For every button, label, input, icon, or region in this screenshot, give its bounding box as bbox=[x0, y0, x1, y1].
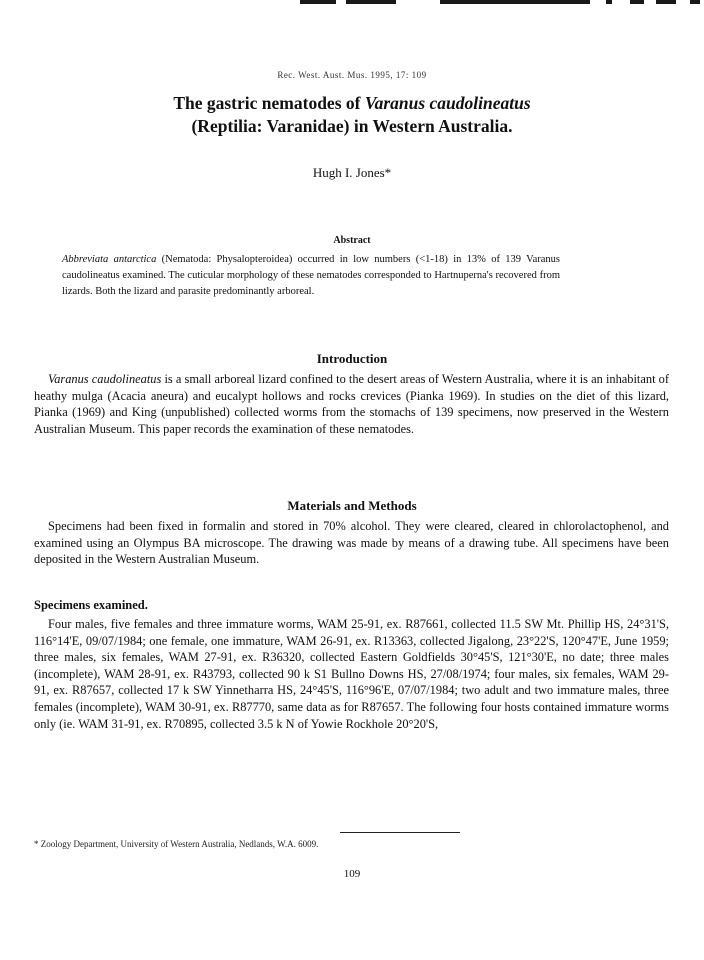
footnote: * Zoology Department, University of Western Australia, Nedlands, W.A. 6009. bbox=[34, 839, 319, 849]
introduction-species: Varanus caudolineatus bbox=[48, 372, 162, 386]
title-prefix: The gastric nematodes of bbox=[173, 93, 365, 113]
abstract-heading: Abstract bbox=[333, 235, 371, 246]
running-head: Rec. West. Aust. Mus. 1995, 17: 109 bbox=[277, 70, 427, 80]
footnote-divider bbox=[340, 832, 460, 833]
author-line: Hugh I. Jones* bbox=[312, 165, 392, 180]
abstract-text: (Nematoda: Physalopteroidea) occurred in low numbers (<1-18) in 13% of 139 Varanus caudolineatus examined. The cuticular morphology of these nematodes corresponded to Hartnuperna's recovered from lizards. Both the lizard and parasite predominantly arboreal. bbox=[62, 254, 560, 297]
title-line-2: (Reptilia: Varanidae) in Western Australia. bbox=[191, 116, 513, 136]
introduction-heading: Introduction bbox=[316, 351, 388, 366]
abstract-species: Abbreviata antarctica bbox=[62, 254, 157, 265]
introduction-text: is a small arboreal lizard confined to the desert areas of Western Australia, where it is an inhabitant of heathy mulga (Acacia aneura) and eucalypt hollows and rocks crevices (Pianka 1969). In studies on the diet of this lizard, Pianka (1969) and King (unpublished) collected worms from the stomachs of 139 specimens, now preserved in the Western Australian Museum. This paper records the examination of these nematodes. bbox=[34, 372, 669, 436]
specimens-heading: Specimens examined. bbox=[34, 598, 148, 612]
introduction-paragraph bbox=[34, 371, 669, 437]
title-species: Varanus caudolineatus bbox=[364, 93, 531, 113]
page-number: 109 bbox=[343, 868, 361, 880]
specimens-paragraph: Four males, five females and three immature worms, WAM 25-91, ex. R87661, collected 11.5 SW Mt. Phillip HS, 24°31'S, 116°14'E, 09/07/1984; one female, one immature, WAM 26-91, ex. R13363, collected Jigalong, 23°22'S, 120°47'E, June 1959; three males, six females, WAM 27-91, ex. R36320, collected Eastern Goldfields 30°45'S, 121°30'E, no date; three males (incomplete), WAM 28-91, ex. R43793, collected 90 k S1 Bullno Downs HS, 27/08/1974; four males, six females, WAM 29-91, ex. R87657, collected 17 k SW Yinnetharra HS, 24°45'S, 116°96'E, 07/07/1984; two adult and two immature males, three females (incomplete), WAM 30-91, ex. R87770, same data as for R87657. The following four hosts contained immature worms only (ie. WAM 31-91, ex. R70895, collected 3.5 k N of Yowie Rockhole 20°20'S, bbox=[34, 617, 669, 731]
abstract-body bbox=[62, 252, 560, 300]
materials-paragraph: Specimens had been fixed in formalin and stored in 70% alcohol. They were cleared, cleared in chlorolactophenol, and examined using an Olympus BA microscope. The drawing was made by means of a drawing tube. All specimens have been deposited in the Western Australian Museum. bbox=[34, 519, 669, 567]
article-title bbox=[60, 92, 644, 138]
materials-heading: Materials and Methods bbox=[287, 498, 417, 513]
